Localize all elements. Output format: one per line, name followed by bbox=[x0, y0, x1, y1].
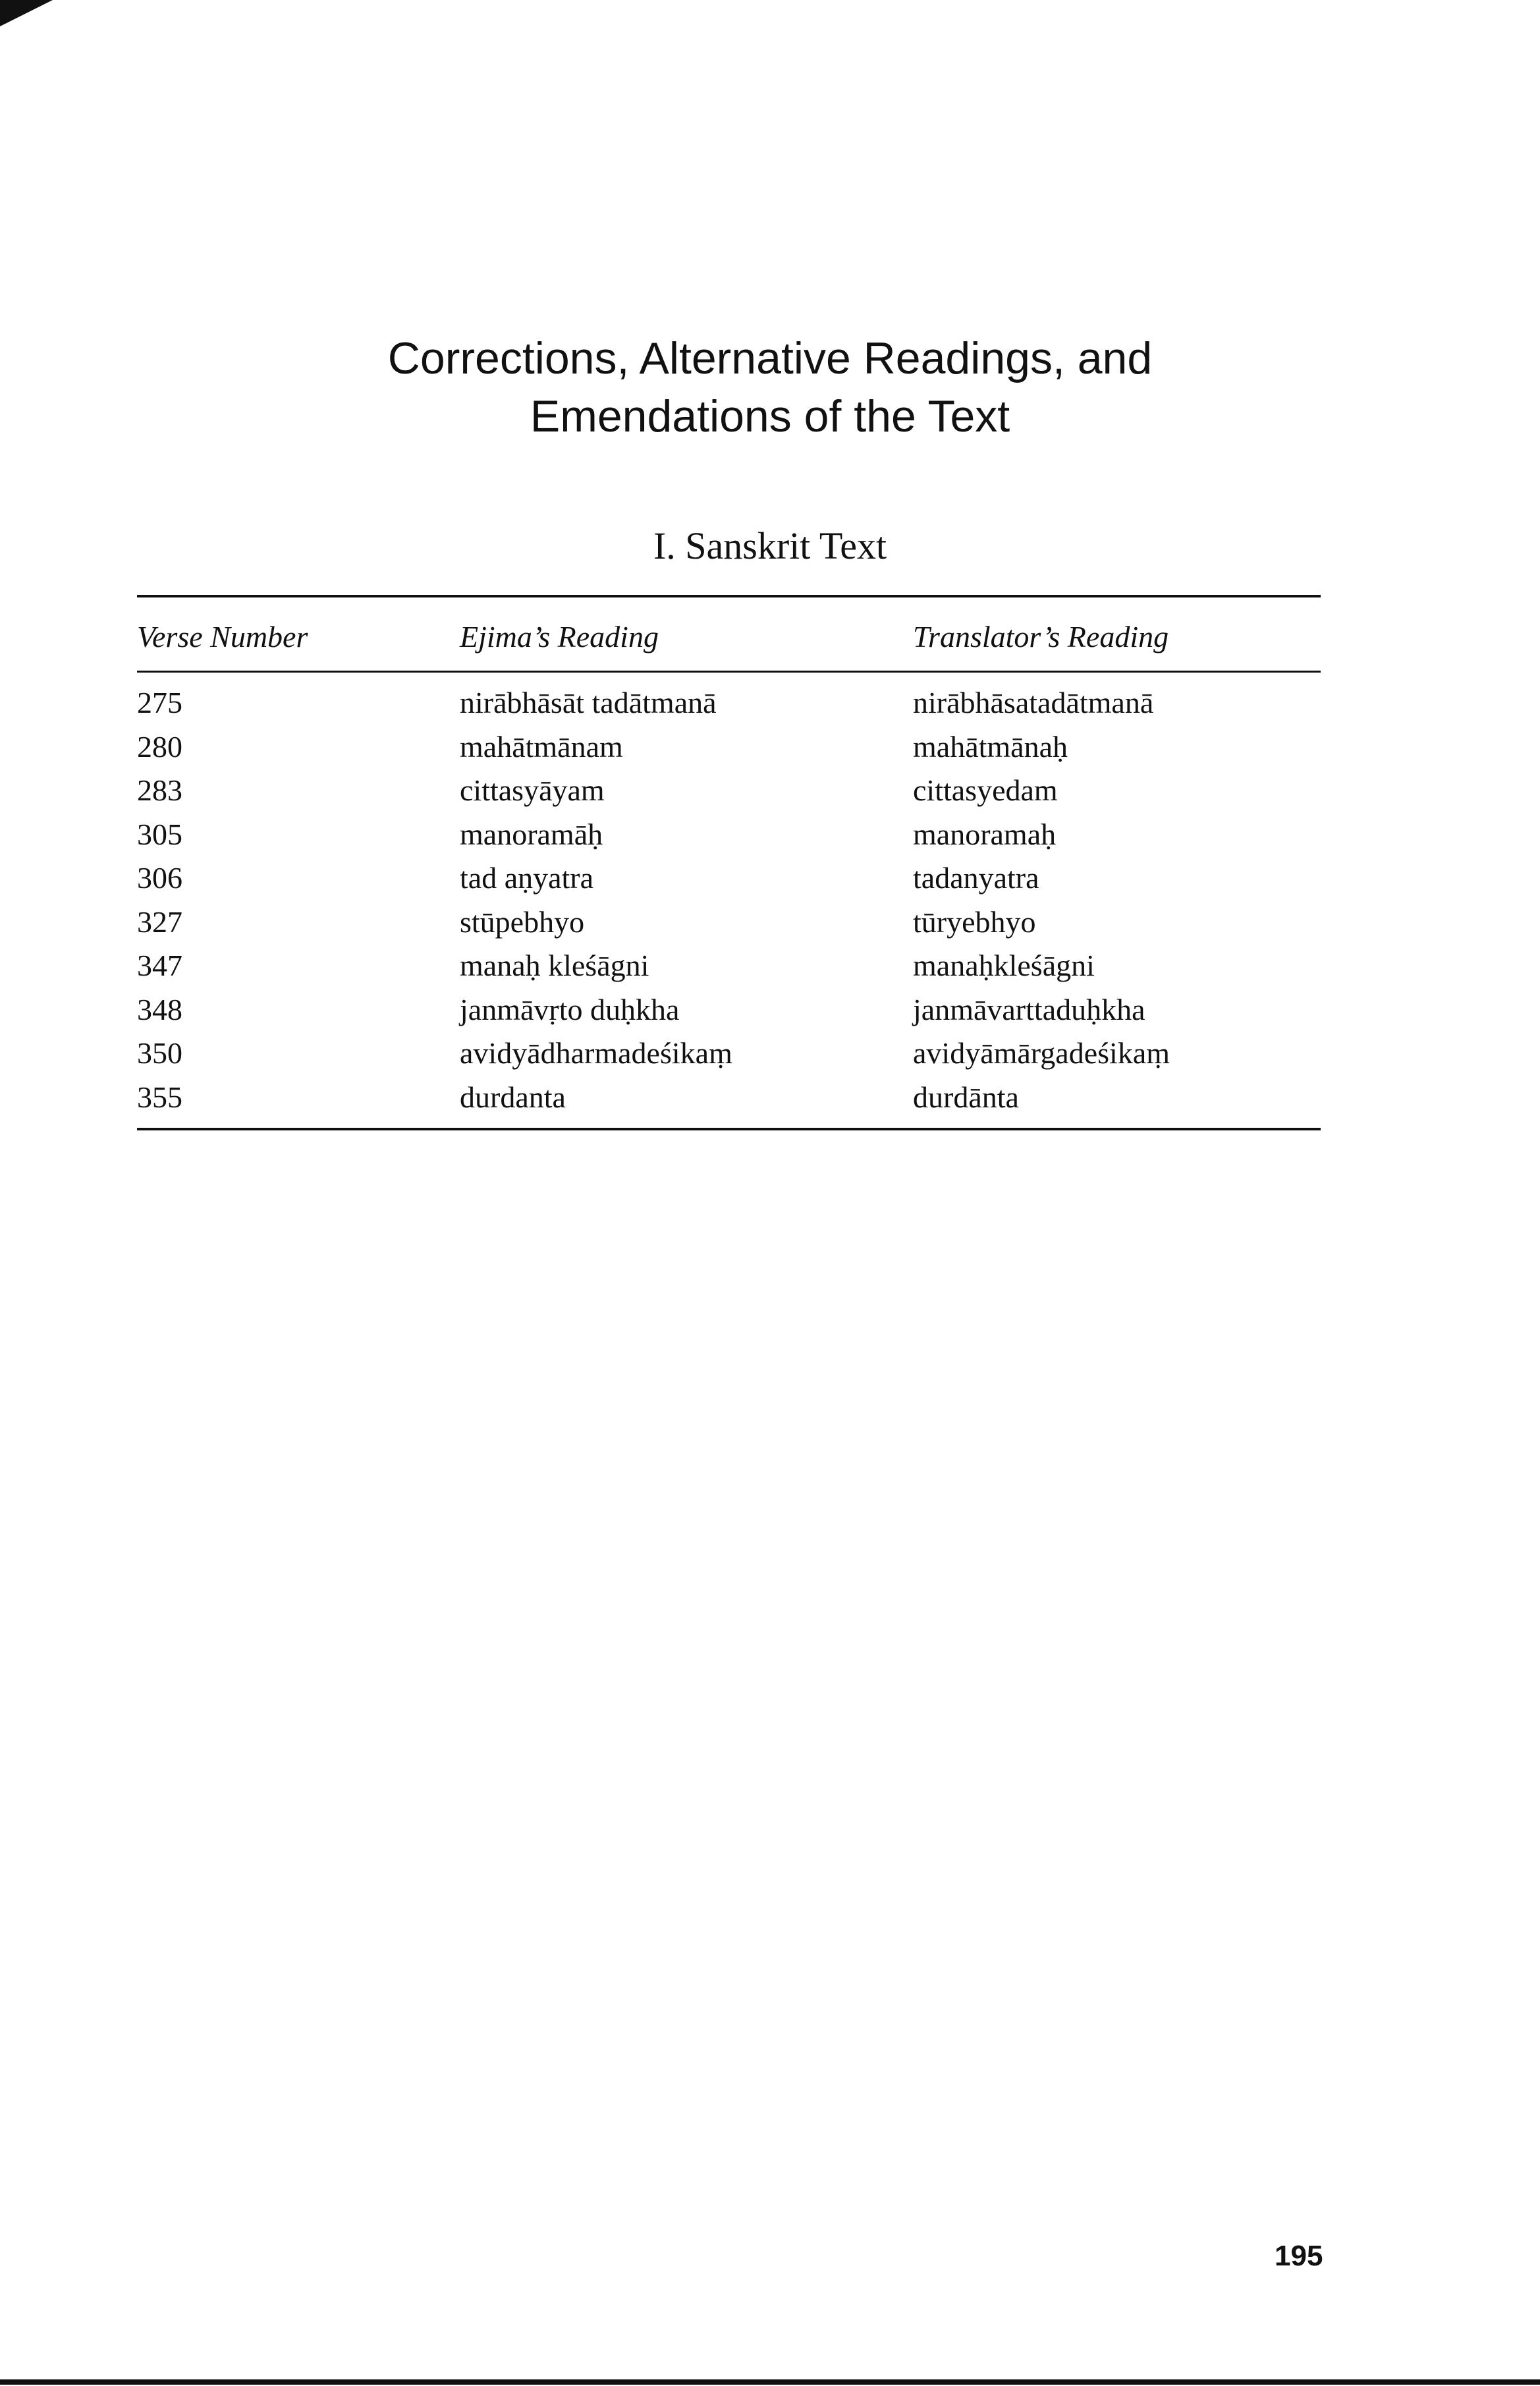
table-row bbox=[137, 860, 1321, 904]
verse-number-cell: 305 bbox=[137, 817, 182, 851]
table-row bbox=[137, 904, 1321, 948]
table-row bbox=[137, 685, 1321, 729]
verse-number-cell: 327 bbox=[137, 904, 182, 939]
header-translator-reading: Translator’s Reading bbox=[913, 620, 1169, 653]
translator-reading-cell: tūryebhyo bbox=[913, 904, 1036, 939]
translator-reading-cell: manoramaḥ bbox=[913, 817, 1057, 851]
header-ejima-reading: Ejima’s Reading bbox=[460, 620, 659, 653]
table-row bbox=[137, 729, 1321, 773]
verse-number-cell: 347 bbox=[137, 949, 182, 982]
translator-reading-cell: durdānta bbox=[913, 1080, 1019, 1114]
ejima-reading-cell: cittasyāyam bbox=[460, 773, 605, 807]
translator-reading-cell: avidyāmārgadeśikaṃ bbox=[913, 1036, 1170, 1070]
ejima-reading-cell: mahātmānam bbox=[460, 729, 623, 763]
ejima-reading-cell: durdanta bbox=[460, 1080, 566, 1114]
title-line-1: Corrections, Alternative Readings, and bbox=[387, 333, 1153, 383]
translator-reading-cell: janmāvarttaduḥkha bbox=[913, 992, 1145, 1026]
table-row bbox=[137, 948, 1321, 991]
translator-reading-cell: cittasyedam bbox=[913, 773, 1058, 807]
table-row bbox=[137, 1036, 1321, 1079]
verse-number-cell: 275 bbox=[137, 686, 182, 719]
ejima-reading-cell: stūpebhyo bbox=[460, 904, 585, 939]
table-row bbox=[137, 1080, 1321, 1123]
translator-reading-cell: nirābhāsatadātmanā bbox=[913, 686, 1154, 719]
table-row bbox=[137, 817, 1321, 860]
scan-corner-mark bbox=[0, 0, 53, 26]
table-row bbox=[137, 773, 1321, 816]
verse-number-cell: 283 bbox=[137, 773, 182, 807]
translator-reading-cell: manaḥkleśāgni bbox=[913, 949, 1095, 982]
page-number: 195 bbox=[1275, 2240, 1323, 2272]
verse-number-cell: 355 bbox=[137, 1080, 182, 1114]
table-header-rule bbox=[137, 671, 1321, 673]
page-title bbox=[0, 329, 1540, 445]
table-row bbox=[137, 992, 1321, 1036]
ejima-reading-cell: avidyādharmadeśikaṃ bbox=[460, 1036, 732, 1070]
translator-reading-cell: tadanyatra bbox=[913, 861, 1039, 895]
table-bottom-rule bbox=[137, 1128, 1321, 1130]
ejima-reading-cell: manoramāḥ bbox=[460, 817, 603, 851]
verse-number-cell: 306 bbox=[137, 861, 182, 895]
translator-reading-cell: mahātmānaḥ bbox=[913, 729, 1068, 763]
verse-number-cell: 350 bbox=[137, 1036, 182, 1070]
ejima-reading-cell: nirābhāsāt tadātmanā bbox=[460, 686, 717, 719]
ejima-reading-cell: manaḥ kleśāgni bbox=[460, 949, 649, 982]
verse-number-cell: 348 bbox=[137, 992, 182, 1026]
ejima-reading-cell: janmāvṛto duḥkha bbox=[460, 992, 680, 1026]
section-heading: I. Sanskrit Text bbox=[653, 524, 887, 567]
table-top-rule bbox=[137, 595, 1321, 597]
title-line-2: Emendations of the Text bbox=[530, 391, 1010, 441]
ejima-reading-cell: tad aṇyatra bbox=[460, 861, 594, 895]
header-verse-number: Verse Number bbox=[137, 620, 308, 653]
scan-bottom-edge bbox=[0, 2379, 1540, 2385]
verse-number-cell: 280 bbox=[137, 729, 182, 763]
